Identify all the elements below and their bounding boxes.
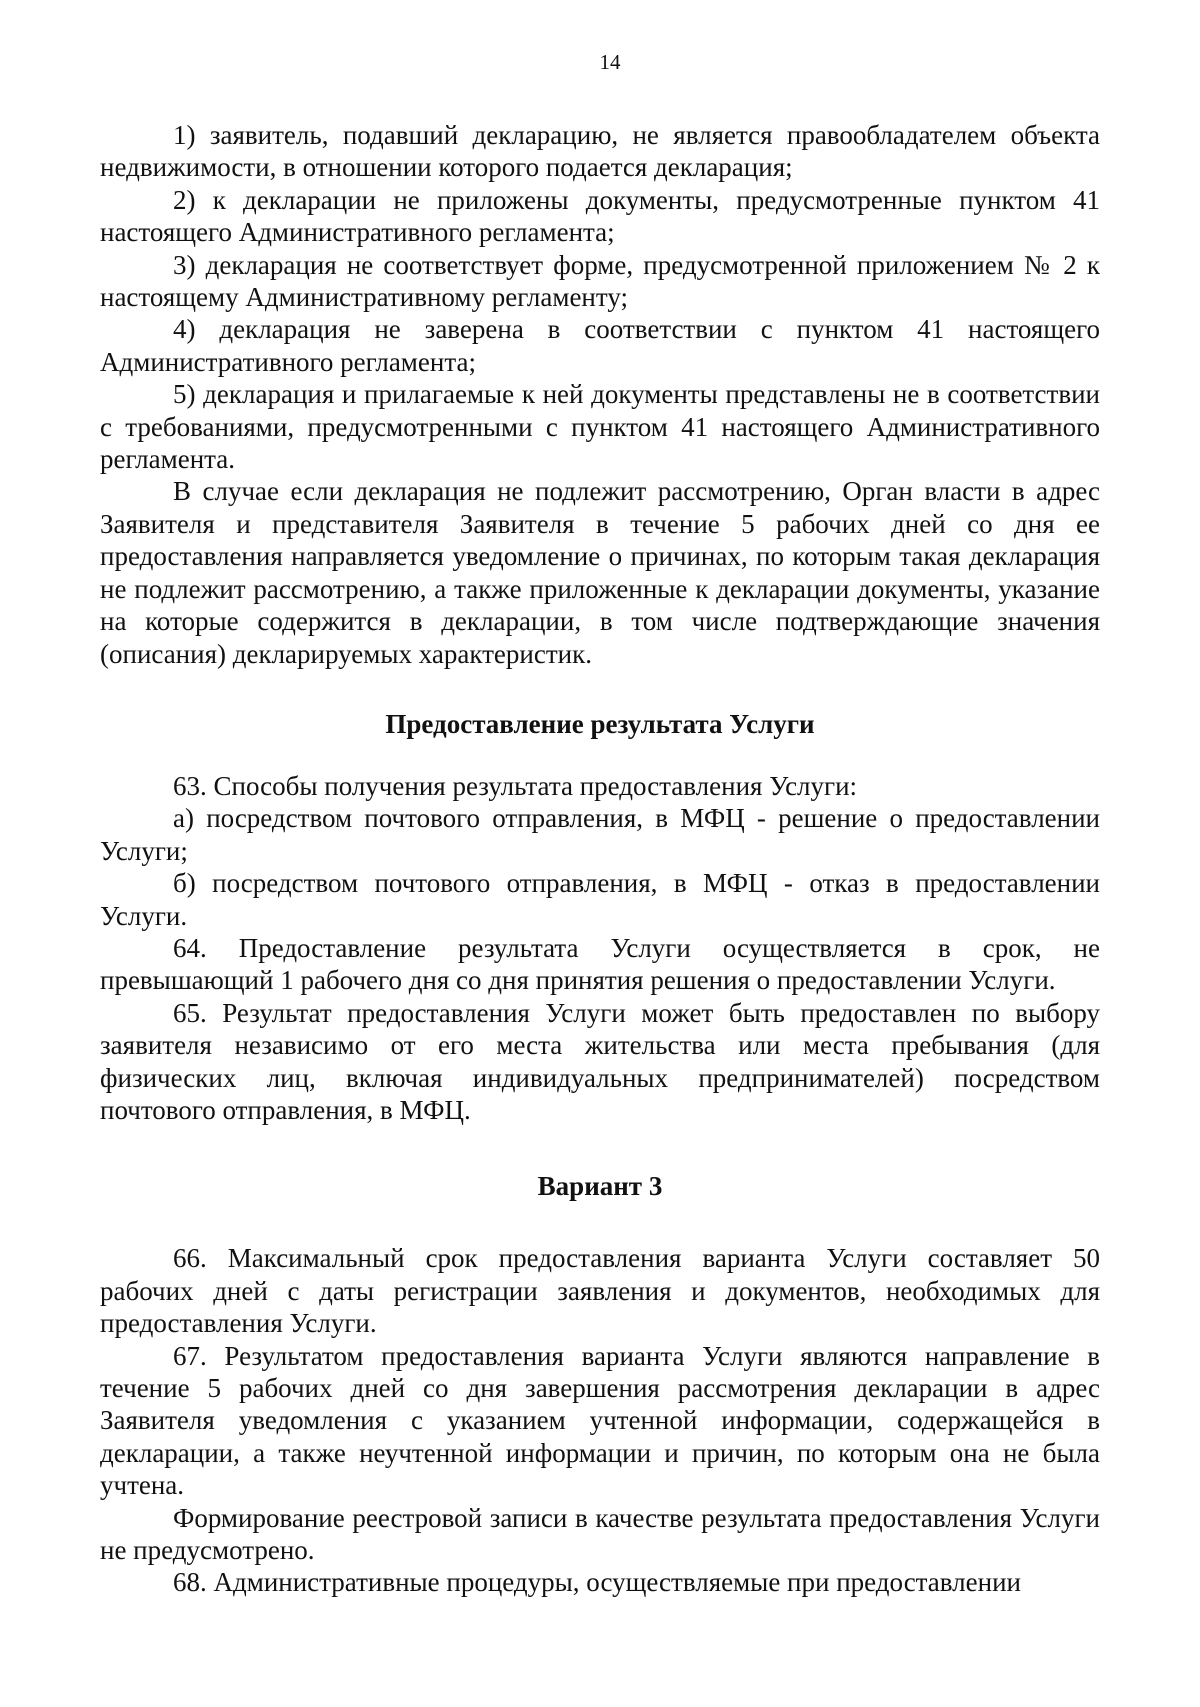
paragraph-67: 67. Результатом предоставления варианта Услуги являются направление в течение 5 рабочих дней со дня завершения рассмотрения декларации в адрес Заявителя уведомления с указанием учтенной информации, содержащейся в декларации, а также неучтенной информации и причин, по которым она не была учтена. (100, 1340, 1100, 1501)
list-item-1: 1) заявитель, подавший декларацию, не является правообладателем объекта недвижимости, в отношении которого подается декларация; (100, 120, 1100, 183)
paragraph-68: 68. Административные процедуры, осуществляемые при предоставлении (173, 1567, 1021, 1598)
list-item-3: 3) декларация не соответствует форме, предусмотренной приложением № 2 к настоящему Административному регламенту; (100, 249, 1100, 313)
paragraph-63-b: б) посредством почтового отправления, в МФЦ - отказ в предоставлении Услуги. (100, 868, 1100, 931)
list-item-2: 2) к декларации не приложены документы, предусмотренные пунктом 41 настоящего Административного регламента; (100, 184, 1100, 248)
paragraph-registry: Формирование реестровой записи в качестве результата предоставления Услуги не предусмотрено. (100, 1502, 1100, 1566)
paragraph-66: 66. Максимальный срок предоставления варианта Услуги составляет 50 рабочих дней с даты регистрации заявления и документов, необходимых для предоставления Услуги. (100, 1243, 1100, 1339)
list-item-5: 5) декларация и прилагаемые к ней документы представлены не в соответствии с требованиями, предусмотренными с пунктом 41 настоящего Административного регламента. (100, 379, 1100, 475)
section-heading-variant: Вариант 3 (537, 1171, 663, 1202)
paragraph-64: 64. Предоставление результата Услуги осуществляется в срок, не превышающий 1 рабочего дня со дня принятия решения о предоставлении Услуги. (100, 932, 1100, 996)
page-number: 14 (599, 50, 621, 74)
paragraph-not-considered: В случае если декларация не подлежит рассмотрению, Орган власти в адрес Заявителя и представителя Заявителя в течение 5 рабочих дней со дня ее предоставления направляется уведомление о причинах, по которым такая декларация не подлежит рассмотрению, а также приложенные к декларации документы, указание на которые содержится в декларации, в том числе подтверждающие значения (описания) декларируемых характеристик. (100, 476, 1100, 669)
section-heading-result: Предоставление результата Услуги (385, 708, 815, 739)
paragraph-63: 63. Способы получения результата предоставления Услуги: (173, 770, 858, 801)
paragraph-65: 65. Результат предоставления Услуги может быть предоставлен по выбору заявителя независимо от его места жительства или места пребывания (для физических лиц, включая индивидуальных предпринимателей) посредством почтового отправления, в МФЦ. (100, 997, 1100, 1125)
paragraph-63-a: а) посредством почтового отправления, в МФЦ - решение о предоставлении Услуги; (100, 803, 1100, 866)
list-item-4: 4) декларация не заверена в соответствии с пунктом 41 настоящего Административного регламента; (100, 314, 1100, 377)
